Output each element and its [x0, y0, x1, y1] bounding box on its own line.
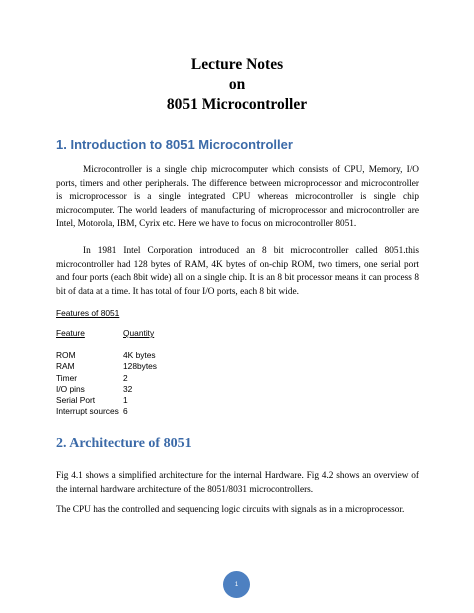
feature-cell: Serial Port	[56, 395, 96, 406]
section-2-heading: 2. Architecture of 8051	[56, 436, 192, 451]
features-title: Features of 8051	[56, 308, 120, 318]
feature-cell: ROM	[56, 350, 76, 360]
feature-column-header: Feature	[56, 328, 85, 338]
quantity-column-header: Quantity	[123, 328, 155, 338]
section-1-paragraph-2: In 1981 Intel Corporation introduced an 8 bit microcontroller called 8051.this microcontroller had 128 bytes of RAM, 4K bytes of on-chip ROM, two timers, one serial port and four ports (each 8bit wide) all on a single chip. It is an 8 bit processor means it can process 8 bit of data at a time. It has total of four I/O ports, each 8 bit wide.	[56, 245, 419, 297]
section-1-heading: 1. Introduction to 8051 Microcontroller	[56, 137, 293, 152]
table-row	[56, 373, 157, 384]
title-line-3: 8051 Microcontroller	[166, 96, 308, 113]
section-1-body	[56, 164, 419, 299]
quantity-cell: 1	[123, 395, 128, 406]
section-2-paragraph-2: The CPU has the controlled and sequencing logic circuits with signals as in a microprocessor.	[56, 505, 405, 516]
quantity-cell: 32	[123, 383, 133, 394]
quantity-cell: 4K bytes	[123, 350, 156, 360]
feature-cell: I/O pins	[56, 383, 85, 394]
table-row	[56, 384, 157, 395]
quantity-cell: 2	[123, 372, 128, 383]
quantity-cell: 128bytes	[123, 361, 157, 372]
feature-cell: Timer	[56, 372, 78, 383]
feature-cell: Interrupt sources	[56, 406, 119, 417]
page-number-badge	[223, 571, 250, 598]
table-row	[56, 406, 157, 417]
section-2-body	[56, 470, 419, 518]
feature-cell: RAM	[56, 361, 75, 372]
quantity-cell: 6	[123, 406, 128, 417]
title-line-1: Lecture Notes	[190, 56, 284, 73]
features-table	[56, 328, 157, 418]
section-2-paragraph-1: Fig 4.1 shows a simplified architecture for the internal Hardware. Fig 4.2 shows an overview of the internal hardware architecture of the 8051/8031 microcontrollers.	[56, 471, 419, 495]
table-row	[56, 350, 157, 361]
features-header-row	[56, 328, 157, 350]
table-row	[56, 395, 157, 406]
section-1-paragraph-1: Microcontroller is a single chip microcomputer which consists of CPU, Memory, I/O ports, timers and other peripherals. The difference between microprocessor and microcontroller is microprocessor is a single integrated CPU whereas microcontroller is single chip microcomputer. The world leaders of manufacturing of microprocessor and microcontroller are Intel, Motorola, IBM, Cyrix etc. Here we have to focus on microcontroller 8051.	[56, 165, 419, 230]
table-row	[56, 361, 157, 372]
page-number: 1	[234, 581, 239, 588]
title-line-2: on	[228, 76, 246, 93]
